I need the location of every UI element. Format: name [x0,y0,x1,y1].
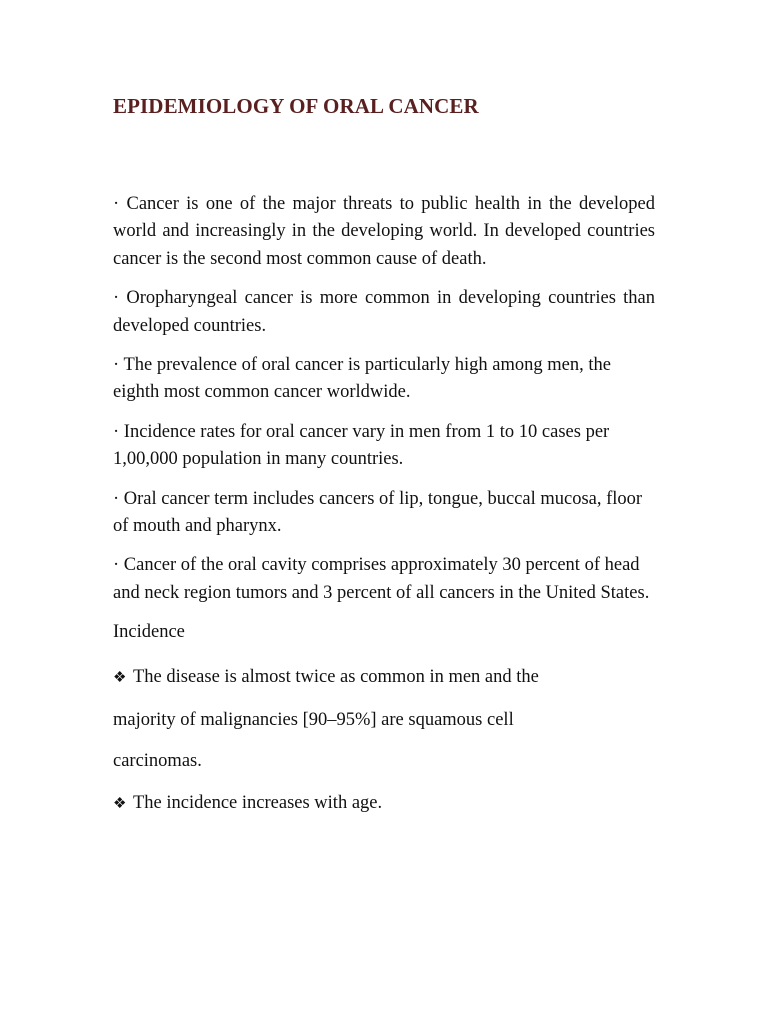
bullet-item [113,657,655,783]
bullet-line [113,657,655,700]
bullet-text: The disease is almost twice as common in men and the [133,667,539,688]
section-heading-incidence: Incidence [113,622,185,643]
paragraph-prevalence: · The prevalence of oral cancer is particularly high among men, the eighth most common cancer worldwide. [113,355,611,403]
bullet-line [113,783,655,826]
document-body [113,191,655,825]
bullet-line-continued: carcinomas. [113,751,202,772]
bullet-text: The incidence increases with age. [133,792,383,813]
document-title: EPIDEMIOLOGY OF ORAL CANCER [113,94,479,118]
paragraph-incidence-rates: · Incidence rates for oral cancer vary in men from 1 to 10 cases per 1,00,000 population in many countries. [113,421,610,470]
bullet-line-continued: majority of malignancies [90–95%] are squamous cell [113,709,514,730]
diamond-bullet-icon: ❖ [113,795,127,812]
paragraph-oropharyngeal: · Oropharyngeal cancer is more common in developing countries than developed countries. [113,288,655,336]
paragraph-oral-cancer-term: · Oral cancer term includes cancers of lip, tongue, buccal mucosa, floor of mouth and pharynx. [113,488,643,537]
paragraph-cancer-threat: · Cancer is one of the major threats to public health in the developed world and increasingly in the developing world. In developed countries cancer is the second most common cause of death. [113,194,655,269]
diamond-bullet-icon: ❖ [113,670,127,687]
bullet-item [113,783,655,826]
paragraph-oral-cavity: · Cancer of the oral cavity comprises approximately 30 percent of head and neck region tumors and 3 percent of all cancers in the United States. [113,555,650,603]
